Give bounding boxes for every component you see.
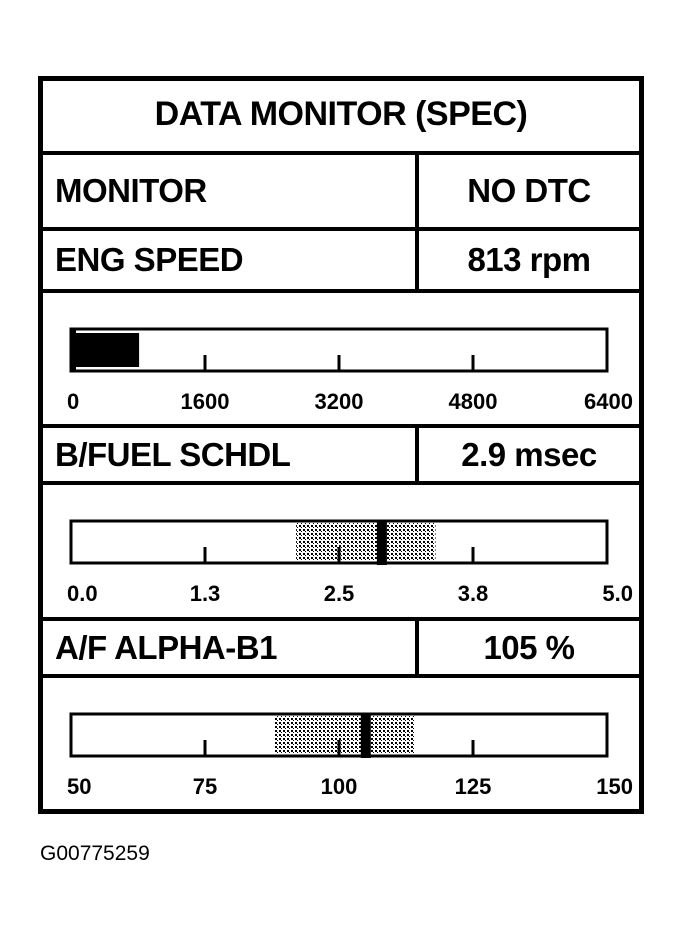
gauge-tick-label: 6400 (584, 389, 633, 414)
gauge-tick-label: 3200 (314, 389, 364, 414)
gauge-tick-label: 75 (192, 774, 218, 799)
monitor-value: NO DTC (467, 172, 591, 209)
eng-speed-value: 813 rpm (467, 241, 591, 278)
gauge-tick-label: 2.5 (323, 581, 355, 606)
b-fuel-schdl-gauge (43, 485, 639, 617)
value-marker (377, 521, 387, 565)
panel-title: DATA MONITOR (SPEC) (154, 95, 528, 133)
gauge-tick-label: 1.3 (189, 581, 221, 606)
value-marker (361, 714, 371, 758)
spec-range-band (296, 523, 435, 561)
value-fill-bar (74, 333, 139, 367)
eng-speed-gauge (43, 293, 639, 424)
data-monitor-panel (38, 76, 644, 814)
gauge-tick-label: 125 (454, 774, 492, 799)
gauge-tick-label: 5.0 (602, 581, 633, 606)
gauge-tick-label: 0.0 (67, 581, 98, 606)
gauge-tick-label: 150 (596, 774, 633, 799)
title-row (43, 81, 639, 155)
b-fuel-schdl-row (43, 428, 639, 485)
af-alpha-b1-value: 105 % (483, 628, 575, 666)
spec-range-band (275, 716, 414, 754)
monitor-row (43, 155, 639, 231)
af-alpha-b1-gauge-row (43, 678, 639, 809)
eng-speed-label: ENG SPEED (55, 241, 244, 278)
eng-speed-row (43, 231, 639, 293)
gauge-tick-label: 50 (67, 774, 92, 799)
gauge-tick-label: 0 (67, 389, 80, 414)
eng-speed-gauge-row (43, 293, 639, 428)
af-alpha-b1-row (43, 621, 639, 678)
gauge-tick-label: 3.8 (457, 581, 489, 606)
gauge-tick-label: 1600 (180, 389, 230, 414)
af-alpha-b1-gauge (43, 678, 639, 809)
b-fuel-schdl-value: 2.9 msec (461, 435, 597, 473)
monitor-label: MONITOR (55, 172, 207, 209)
gauge-tick-label: 100 (320, 774, 358, 799)
gauge-left-cap (71, 329, 76, 371)
af-alpha-b1-label: A/F ALPHA-B1 (55, 628, 277, 666)
b-fuel-schdl-label: B/FUEL SCHDL (55, 435, 291, 473)
gauge-tick-label: 4800 (448, 389, 498, 414)
b-fuel-schdl-gauge-row (43, 485, 639, 621)
figure-code: G00775259 (40, 842, 150, 865)
